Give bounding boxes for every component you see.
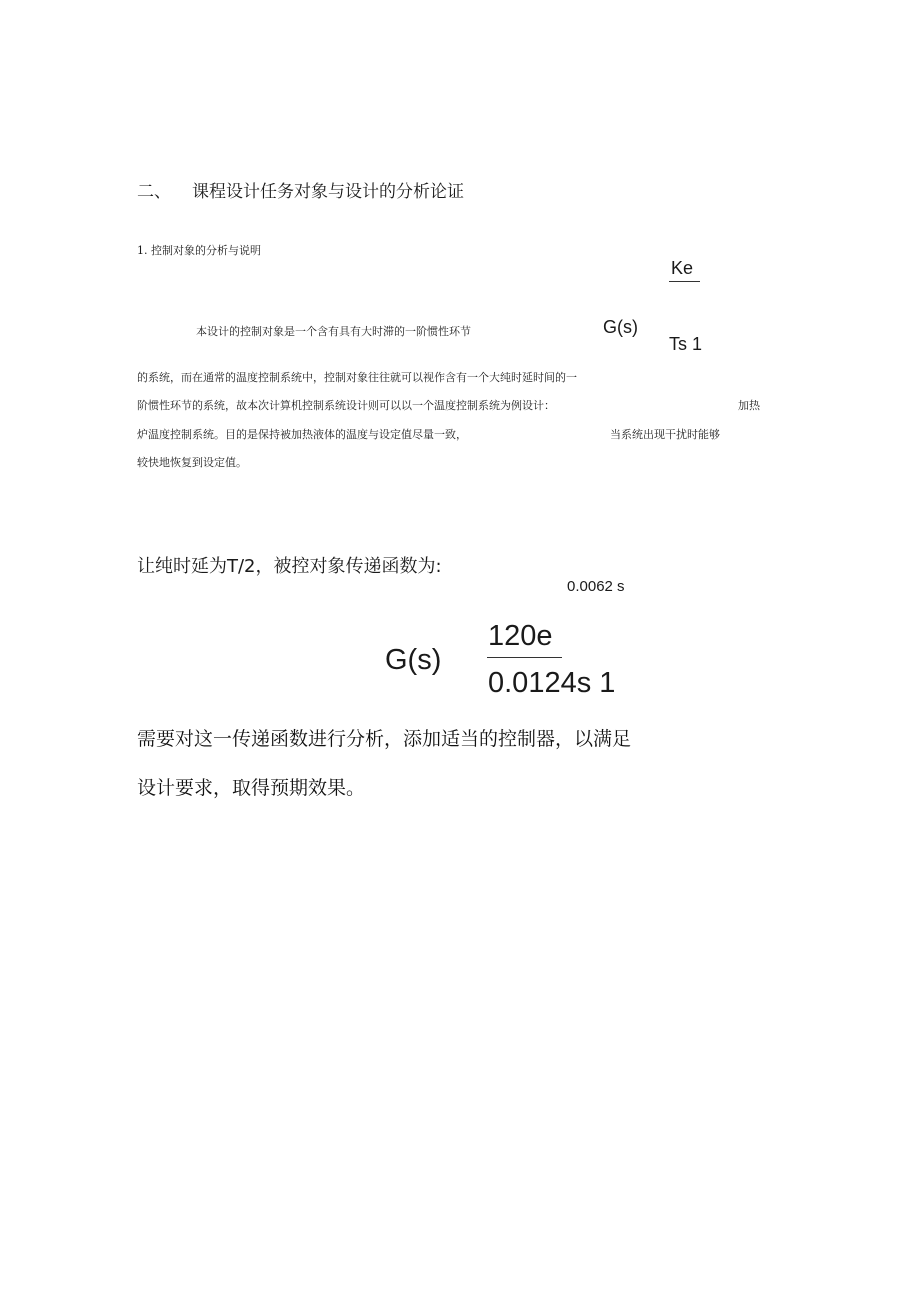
formula2-fraction-line — [487, 657, 562, 658]
formula1-fraction-line — [669, 281, 700, 282]
paragraph1-line5: 较快地恢复到设定值。 — [137, 456, 247, 469]
paragraph1-line4a: 炉温度控制系统。目的是保持被加热液体的温度与设定值尽量一致， — [137, 428, 467, 441]
section-title: 课程设计任务对象与设计的分析论证 — [192, 182, 464, 202]
formula1-lhs: G(s) — [603, 317, 638, 337]
paragraph2-line1: 让纯时延为T/2，被控对象传递函数为: — [137, 556, 442, 577]
formula2-numerator: 120e — [488, 620, 553, 652]
paragraph1-line2: 的系统，而在通常的温度控制系统中，控制对象往往就可以视作含有一个大纯时延时间的一 — [137, 371, 577, 384]
formula2-exponent: 0.0062 s — [567, 578, 625, 595]
subsection-title: 1. 控制对象的分析与说明 — [137, 244, 261, 257]
paragraph1-line4b: 当系统出现干扰时能够 — [610, 428, 720, 441]
paragraph1-line1: 本设计的控制对象是一个含有具有大时滞的一阶惯性环节 — [196, 325, 471, 338]
paragraph3-line1: 需要对这一传递函数进行分析，添加适当的控制器，以满足 — [137, 728, 632, 750]
formula2-denominator: 0.0124s 1 — [488, 667, 616, 699]
paragraph1-line3b: 加热 — [738, 399, 760, 412]
formula1-numerator: Ke — [671, 258, 694, 278]
formula1-denominator: Ts 1 — [669, 334, 703, 354]
section-number: 二、 — [137, 182, 171, 202]
formula2-lhs: G(s) — [385, 644, 442, 676]
paragraph3-line2: 设计要求，取得预期效果。 — [137, 777, 366, 799]
paragraph1-line3a: 阶惯性环节的系统，故本次计算机控制系统设计则可以以一个温度控制系统为例设计： — [137, 399, 555, 412]
